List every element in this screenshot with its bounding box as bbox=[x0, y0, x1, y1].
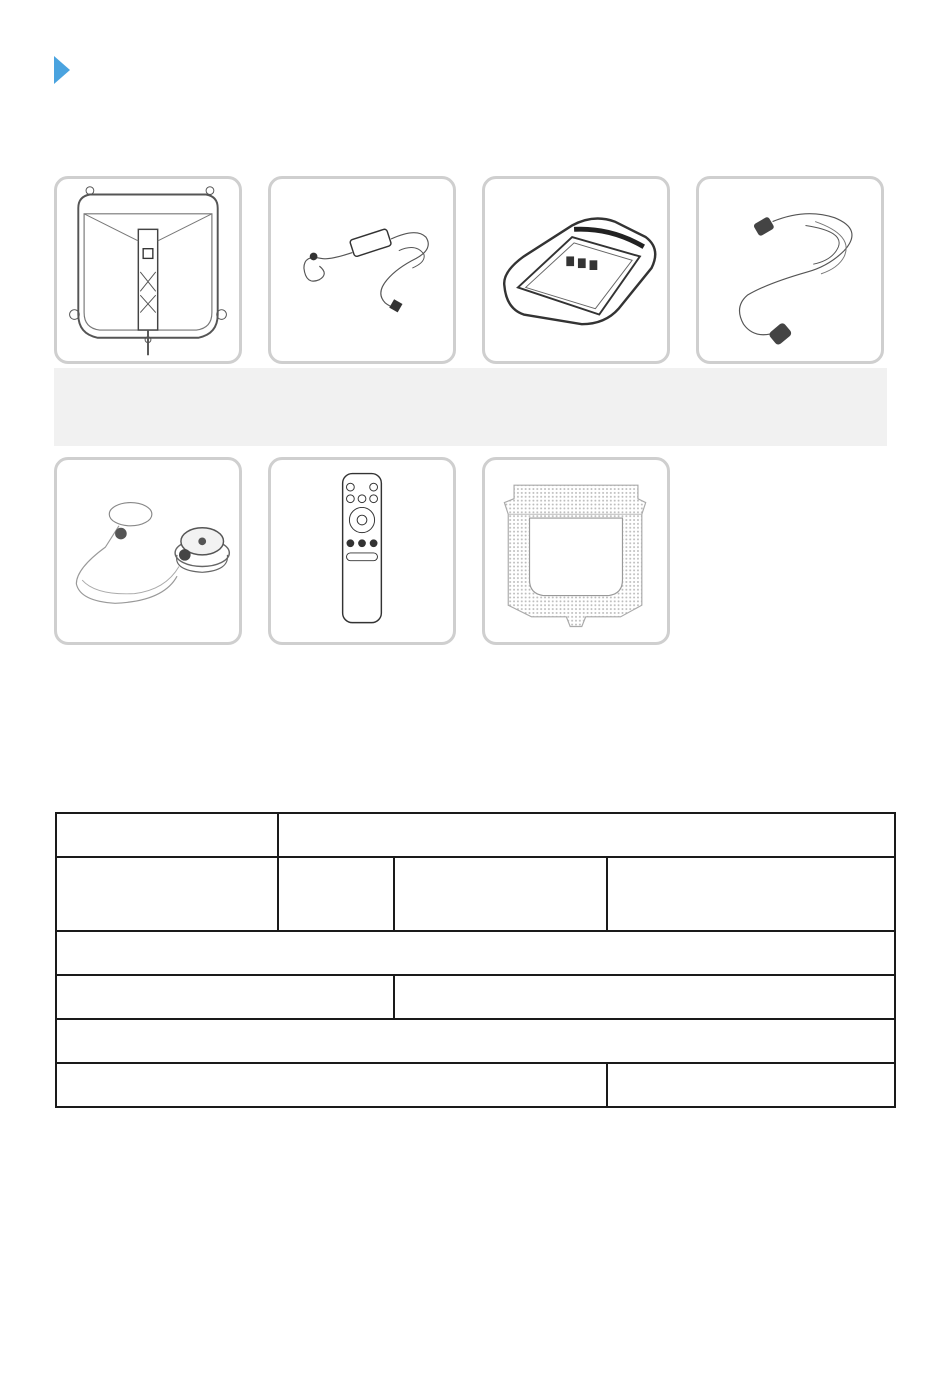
table-cell bbox=[607, 857, 895, 931]
table-cell bbox=[56, 857, 278, 931]
table-row bbox=[56, 1019, 895, 1063]
table-cell bbox=[278, 813, 895, 857]
robot-image-tile bbox=[54, 176, 242, 364]
section-arrow-icon bbox=[54, 56, 70, 84]
power-adapter-icon bbox=[271, 179, 453, 361]
table-cell bbox=[278, 857, 394, 931]
table-cell bbox=[56, 1019, 895, 1063]
rope-image-tile bbox=[54, 457, 242, 645]
pad-image-tile bbox=[482, 176, 670, 364]
cleaning-pad-icon bbox=[485, 179, 667, 361]
adapter-image-tile bbox=[268, 176, 456, 364]
image-background-band bbox=[54, 368, 887, 446]
extension-cable-icon bbox=[699, 179, 881, 361]
mesh-image-tile bbox=[482, 457, 670, 645]
safety-rope-icon bbox=[57, 460, 239, 642]
table-row bbox=[56, 975, 895, 1019]
table-cell bbox=[56, 931, 895, 975]
spec-table bbox=[55, 812, 896, 1108]
mesh-pad-icon bbox=[485, 460, 667, 642]
table-cell bbox=[56, 1063, 607, 1107]
remote-control-icon bbox=[271, 460, 453, 642]
cable-image-tile bbox=[696, 176, 884, 364]
table-row bbox=[56, 857, 895, 931]
remote-image-tile bbox=[268, 457, 456, 645]
table-cell bbox=[56, 813, 278, 857]
window-cleaning-robot-icon bbox=[57, 179, 239, 361]
table-row bbox=[56, 813, 895, 857]
table-row bbox=[56, 1063, 895, 1107]
table-cell bbox=[607, 1063, 895, 1107]
table-cell bbox=[394, 975, 895, 1019]
table-row bbox=[56, 931, 895, 975]
table-cell bbox=[56, 975, 394, 1019]
table-cell bbox=[394, 857, 607, 931]
